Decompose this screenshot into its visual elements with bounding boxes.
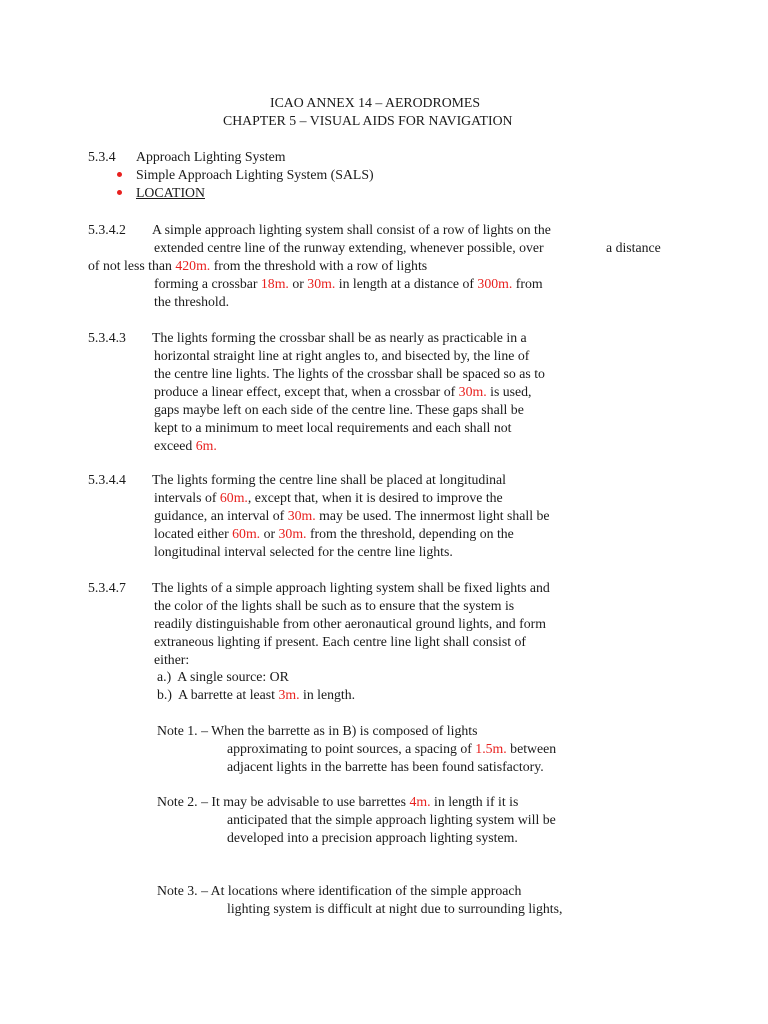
paragraph-line: intervals of 60m., except that, when it is desired to improve the — [154, 490, 503, 505]
list-item: b.) A barrette at least 3m. in length. — [157, 687, 356, 702]
measurement-value: 60m. — [219, 490, 248, 505]
paragraph-line: guidance, an interval of 30m. may be used. The innermost light shall be — [154, 508, 550, 523]
measurement-value: 18m. — [260, 276, 289, 291]
note-line: adjacent lights in the barrette has been found satisfactory. — [227, 759, 544, 774]
section-title: Approach Lighting System — [136, 149, 286, 164]
paragraph-line: longitudinal interval selected for the centre line lights. — [154, 544, 453, 559]
measurement-value: 30m. — [307, 276, 336, 291]
paragraph-number: 5.3.4.2 — [88, 222, 126, 237]
bullet-item-location: LOCATION — [136, 185, 205, 200]
note-line: Note 3. – At locations where identification of the simple approach — [157, 883, 522, 898]
paragraph-line: The lights forming the centre line shall be placed at longitudinal — [152, 472, 507, 487]
note-line: approximating to point sources, a spacing of 1.5m. between — [227, 741, 557, 756]
measurement-value: 420m. — [175, 258, 211, 273]
paragraph-line: extended centre line of the runway extending, whenever possible, over — [154, 240, 544, 255]
document-subtitle: CHAPTER 5 – VISUAL AIDS FOR NAVIGATION — [223, 113, 513, 128]
measurement-value: 3m. — [278, 687, 300, 702]
paragraph-number: 5.3.4.7 — [88, 580, 126, 595]
bullet-item-sals: Simple Approach Lighting System (SALS) — [136, 167, 374, 182]
paragraph-line: the color of the lights shall be such as to ensure that the system is — [154, 598, 515, 613]
list-item: a.) A single source: OR — [157, 669, 289, 684]
paragraph-line: A simple approach lighting system shall consist of a row of lights on the — [152, 222, 551, 237]
paragraph-line: horizontal straight line at right angles to, and bisected by, the line of — [154, 348, 530, 363]
paragraph-line: exceed 6m. — [154, 438, 217, 453]
bullet-icon — [117, 172, 122, 177]
document-title: ICAO ANNEX 14 – AERODROMES — [270, 95, 481, 110]
paragraph-line: extraneous lighting if present. Each centre line light shall consist of — [154, 634, 527, 649]
paragraph-line: located either 60m. or 30m. from the threshold, depending on the — [154, 526, 514, 541]
paragraph-line: produce a linear effect, except that, when a crossbar of 30m. is used, — [154, 384, 532, 399]
measurement-value: 6m. — [195, 438, 217, 453]
section-number: 5.3.4 — [88, 149, 116, 164]
bullet-icon — [117, 190, 122, 195]
paragraph-line: a distance — [606, 240, 661, 255]
measurement-value: 30m. — [458, 384, 487, 399]
measurement-value: 30m. — [278, 526, 307, 541]
paragraph-number: 5.3.4.3 — [88, 330, 126, 345]
paragraph-line: The lights of a simple approach lighting system shall be fixed lights and — [152, 580, 550, 595]
paragraph-line: of not less than 420m. from the threshold with a row of lights — [88, 258, 428, 273]
note-line: anticipated that the simple approach lighting system will be — [227, 812, 556, 827]
paragraph-line: gaps maybe left on each side of the centre line. These gaps shall be — [154, 402, 524, 417]
paragraph-line: the threshold. — [154, 294, 230, 309]
measurement-value: 60m. — [232, 526, 261, 541]
paragraph-line: the centre line lights. The lights of the crossbar shall be spaced so as to — [154, 366, 545, 381]
note-line: Note 1. – When the barrette as in B) is composed of lights — [157, 723, 478, 738]
measurement-value: 300m. — [477, 276, 513, 291]
paragraph-line: The lights forming the crossbar shall be as nearly as practicable in a — [152, 330, 527, 345]
paragraph-line: readily distinguishable from other aeronautical ground lights, and form — [154, 616, 546, 631]
note-line: Note 2. – It may be advisable to use barrettes 4m. in length if it is — [157, 794, 519, 809]
measurement-value: 4m. — [409, 794, 431, 809]
paragraph-number: 5.3.4.4 — [88, 472, 126, 487]
measurement-value: 1.5m. — [475, 741, 507, 756]
paragraph-line: kept to a minimum to meet local requirements and each shall not — [154, 420, 512, 435]
paragraph-line: forming a crossbar 18m. or 30m. in length at a distance of 300m. from — [154, 276, 543, 291]
note-line: lighting system is difficult at night due to surrounding lights, — [227, 901, 563, 916]
measurement-value: 30m. — [287, 508, 316, 523]
paragraph-line: either: — [154, 652, 190, 667]
note-line: developed into a precision approach lighting system. — [227, 830, 518, 845]
